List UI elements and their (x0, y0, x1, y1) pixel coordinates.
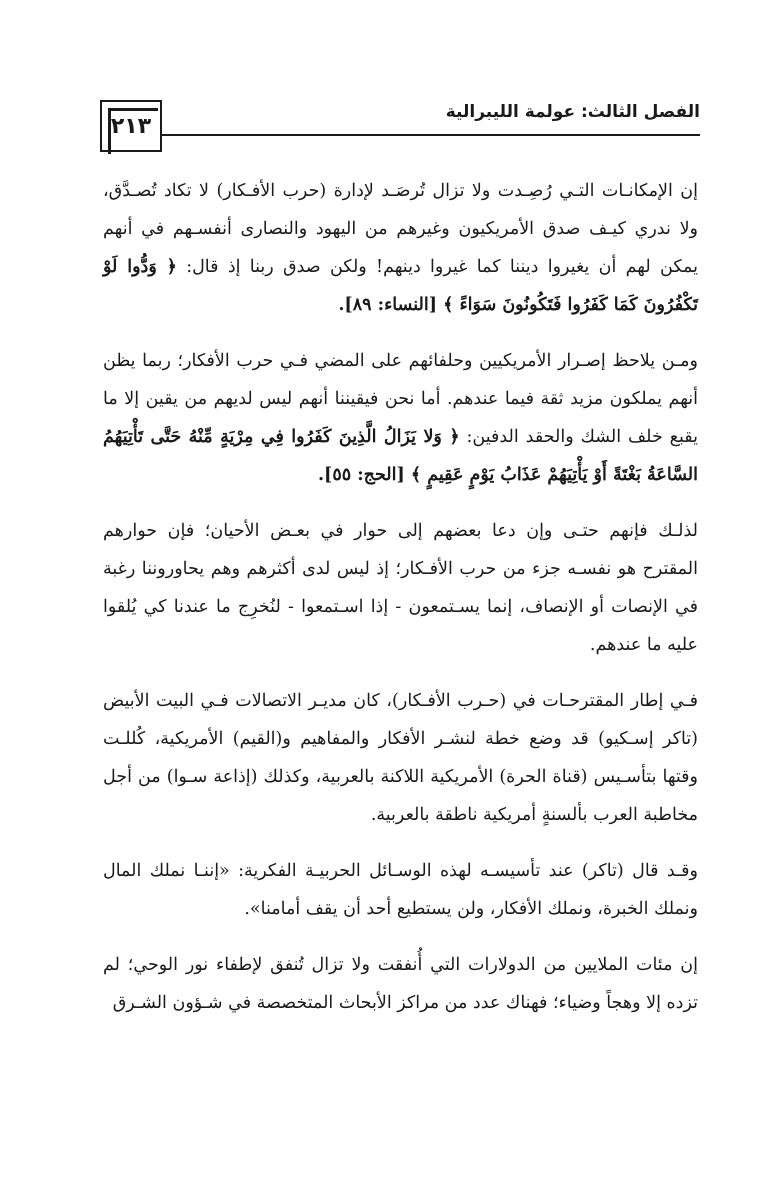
verse-reference: [الحج: ٥٥]. (317, 465, 411, 485)
paragraph-text: إن مئات الملايين من الدولارات التي أُنفقت ولا تزال تُنفق لإطفاء نور الوحي؛ لم تزده إلا وهجاً وضياء؛ فهناك عدد من مراكز الأبحاث المتخصصة في شـؤون الشـرق (103, 955, 698, 1013)
header-rule (160, 134, 700, 136)
paragraph-text: إن الإمكانـات التـي رُصِـدت ولا تزال تُرصَـد لإدارة (حرب الأفـكار) لا تكاد تُصـدَّق، ولا ندري كيـف صدق الأمريكيون وغيرهم من اليهود والنصارى أنفسـهم في أنهم يمكن لهم أن يغيروا ديننا كما غيروا دينهم! ولكن صدق ربنا إذ قال: (103, 181, 698, 277)
paragraph (103, 852, 698, 928)
quran-verse: ﴿ وَلا يَزَالُ الَّذِينَ كَفَرُوا فِي مِرْيَةٍ مِّنْهُ حَتَّى تَأْتِيَهُمُ السَّاعَةُ بَغْتَةً أَوْ يَأْتِيَهُمْ عَذَابُ يَوْمٍ عَقِيمٍ ﴾ (103, 427, 698, 485)
quran-verse: ﴿ وَدُّوا لَوْ تَكْفُرُونَ كَمَا كَفَرُوا فَتَكُونُونَ سَوَاءً ﴾ (103, 257, 698, 315)
paragraph (103, 682, 698, 834)
page-number-box (100, 100, 162, 152)
page-header (100, 90, 700, 160)
paragraph-text: ومـن يلاحظ إصـرار الأمريكيين وحلفائهم على المضي فـي حرب الأفكار؛ ربما يظن أنهم يملكون مزيد ثقة فيما عندهم. أما نحن فيقيننا أنهم ليس لديهم من يقين إلا ما يقبع خلف الشك والحقد الدفين: (103, 351, 698, 447)
paragraph-text: فـي إطار المقترحـات في (حـرب الأفـكار)، كان مديـر الاتصالات فـي البيت الأبيض (تاكر إسـكيو) قد وضع خطة لنشـر الأفكار والمفاهيم و(القيم) الأمريكية، كُللـت وقتها بتأسـيس (قناة الحرة) الأمريكية اللاكنة بالعربية، وكذلك (إذاعة سـوا) من أجل مخاطبة العرب بألسنةٍ أمريكية ناطقة بالعربية. (103, 691, 698, 825)
paragraph (103, 342, 698, 494)
verse-reference: [النساء: ٨٩]. (338, 295, 444, 315)
body-text (103, 172, 698, 1040)
paragraph-text: وقـد قال (تاكر) عند تأسيسـه لهذه الوسـائل الحربيـة الفكرية: «إننـا نملك المال ونملك الخبرة، ونملك الأفكار، ولن يستطيع أحد أن يقف أمامنا». (103, 861, 698, 919)
paragraph (103, 946, 698, 1022)
paragraph (103, 512, 698, 664)
page-number: ٢١٣ (110, 113, 152, 139)
paragraph-text: لذلـك فإنهم حتـى وإن دعا بعضهم إلى حوار في بعـض الأحيان؛ فإن حوارهم المقترح هو نفسـه جزء من حرب الأفـكار؛ إذ ليس لدى أكثرهم وهم يحاوروننا رغبة في الإنصات أو الإنصاف، إنما يسـتمعون - إذا اسـتمعوا - لنُخرِج ما عندنا كي يُلقوا عليه ما عندهم. (103, 521, 698, 655)
chapter-title: الفصل الثالث: عولمة الليبرالية (445, 102, 700, 122)
paragraph (103, 172, 698, 324)
